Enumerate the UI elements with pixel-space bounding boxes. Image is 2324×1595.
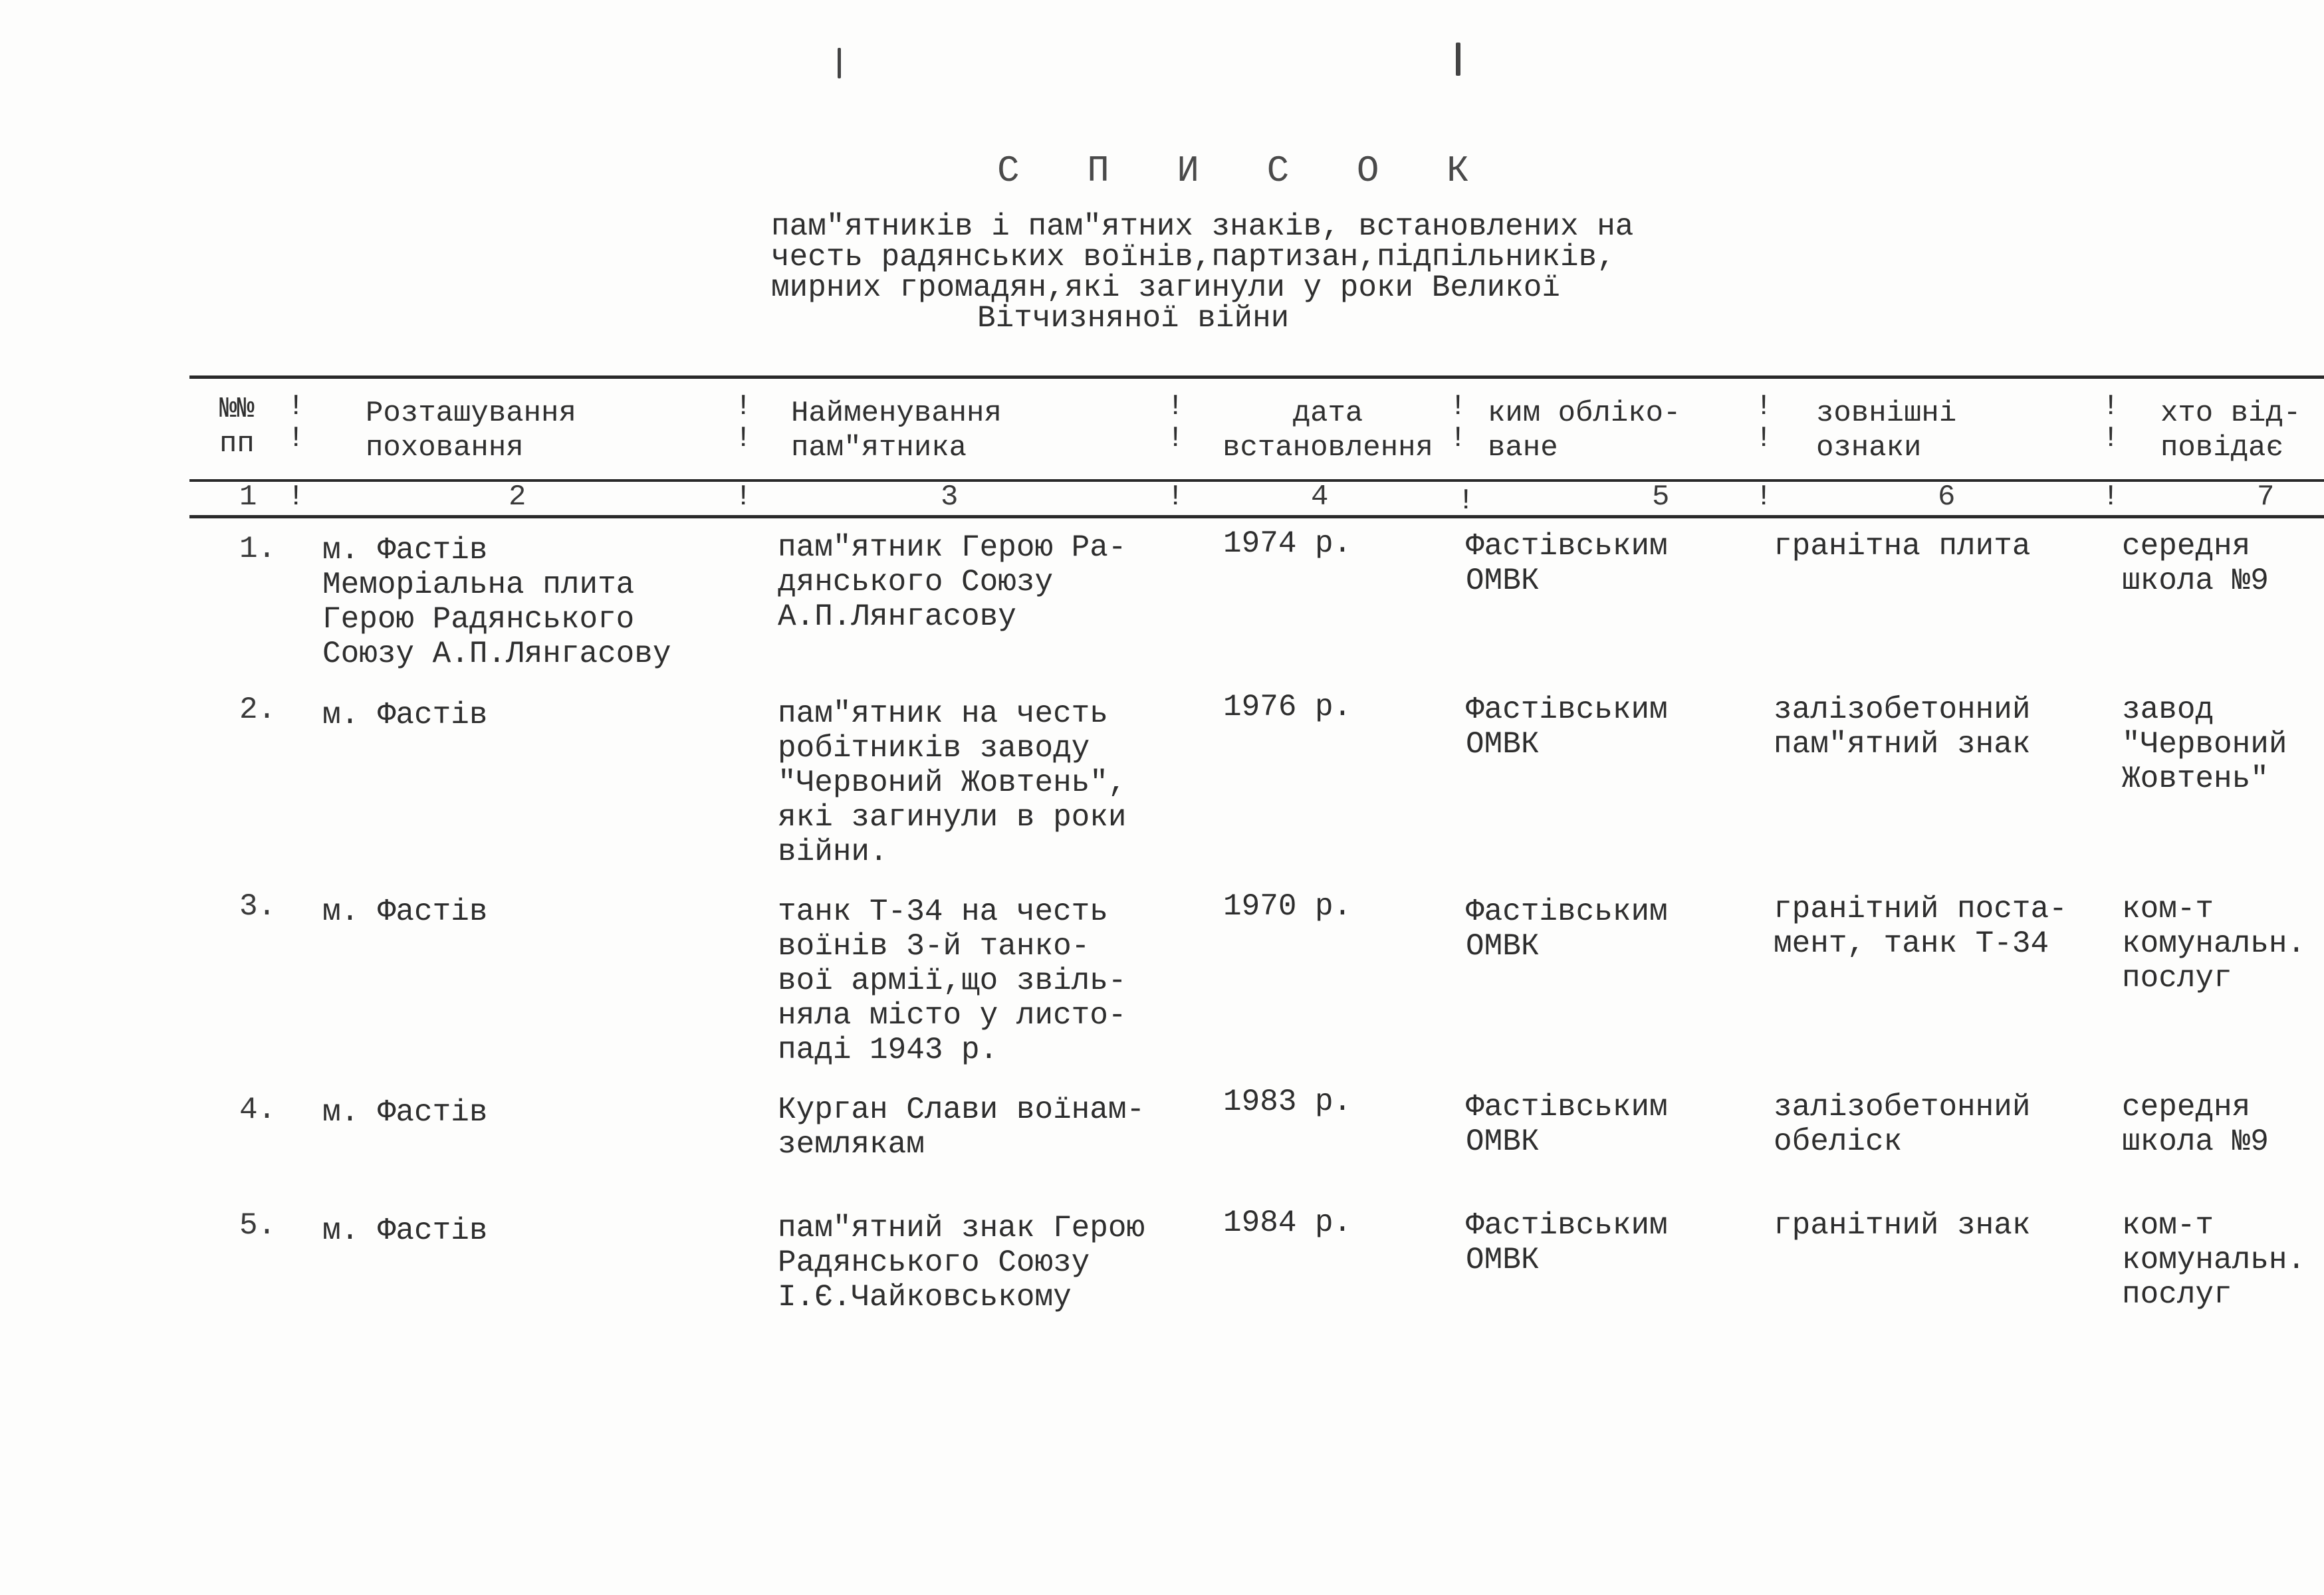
header-col-date-line1: дата [1292,397,1363,430]
subtitle-line: мирних громадян,які загинули у роки Великої [771,270,1560,305]
paper-mark-left [838,48,841,78]
row-date: 1983 р. [1223,1085,1352,1119]
header-separator: ! [1167,422,1185,455]
row-registered-by: Фастівським ОМВК [1466,895,1668,964]
row-responsible: середня школа №9 [2122,529,2269,598]
row-features: гранітний знак [1774,1208,2031,1243]
row-registered-by: Фастівським ОМВК [1466,692,1668,762]
header-separator: ! [1167,480,1185,514]
row-responsible: середня школа №9 [2122,1090,2269,1159]
header-separator: ! [287,390,305,423]
row-number: 1. [239,532,277,566]
row-monument-name: пам"ятник на честь робітників заводу "Червоний Жовтень", які загинули в роки війни. [778,696,1127,869]
column-number: 3 [941,480,959,514]
row-date: 1976 р. [1223,690,1352,724]
header-col-number-line2: пп [219,427,255,461]
row-registered-by: Фастівським ОМВК [1466,529,1668,598]
header-col-features-line2: ознаки [1816,431,1922,465]
header-separator: ! [2102,480,2120,514]
header-col-responsible-line1: хто від- [2160,397,2301,430]
header-col-name-line2: пам"ятника [791,431,967,465]
header-col-location [366,396,576,465]
header-separator: ! [1449,390,1467,423]
header-separator: ! [1449,422,1467,455]
row-location: м. Фастів [322,895,488,929]
subtitle-line: пам"ятників і пам"ятних знаків, встановлених на [771,209,1634,244]
row-date: 1984 р. [1223,1206,1352,1240]
row-location: м. Фастів [322,1095,488,1130]
header-col-registered-line1: ким обліко- [1488,397,1681,430]
header-separator: ! [1755,422,1773,455]
header-col-date-line2: встановлення [1222,431,1433,465]
row-location: м. Фастів Меморіальна плита Герою Радянського Союзу А.П.Лянгасову [322,533,671,671]
column-number: 6 [1938,480,1956,514]
header-col-date [1207,396,1449,465]
table-top-rule [189,375,2324,379]
row-date: 1970 р. [1223,889,1352,924]
header-col-responsible-line2: повідає [2160,431,2283,465]
header-col-registered-line2: ване [1488,431,1558,465]
header-col-name [791,396,1002,465]
row-location: м. Фастів [322,698,488,732]
header-separator: ! [735,390,753,423]
row-location: м. Фастів [322,1214,488,1248]
header-col-location-line2: поховання [366,431,524,465]
row-features: залізобетонний пам"ятний знак [1774,692,2031,762]
header-col-registered [1488,396,1681,465]
document-subtitle [771,211,1768,334]
header-separator: ! [1457,484,1475,518]
header-col-features-line1: зовнішні [1816,397,1957,430]
header-separator: ! [287,422,305,455]
header-col-number [219,392,255,461]
header-col-features [1816,396,1956,465]
header-separator: ! [287,480,305,514]
row-responsible: ком-т комунальн. послуг [2122,1208,2306,1312]
header-col-number-line1: №№ [219,393,255,426]
header-separator: ! [1167,390,1185,423]
row-responsible: завод "Червоний Жовтень" [2122,692,2287,796]
row-number: 4. [239,1093,277,1127]
row-monument-name: пам"ятний знак Герою Радянського Союзу І.Є.Чайковському [778,1211,1145,1315]
row-number: 3. [239,889,277,924]
header-col-responsible [2160,396,2301,465]
column-number: 4 [1311,480,1329,514]
column-number: 5 [1652,480,1670,514]
row-registered-by: Фастівським ОМВК [1466,1090,1668,1159]
header-col-location-line1: Розташування [366,397,576,430]
column-number: 2 [509,480,526,514]
row-monument-name: Курган Слави воїнам- землякам [778,1093,1145,1162]
row-monument-name: пам"ятник Герою Ра- дянського Союзу А.П.Лянгасову [778,530,1127,634]
row-registered-by: Фастівським ОМВК [1466,1208,1668,1277]
column-number: 7 [2257,480,2275,514]
header-col-name-line1: Найменування [791,397,1002,430]
header-separator: ! [2102,390,2120,423]
document-title: С П И С О К [997,150,1492,192]
header-separator: ! [735,422,753,455]
paper-mark-right [1456,43,1460,76]
row-features: залізобетонний обеліск [1774,1090,2031,1159]
header-separator: ! [1755,390,1773,423]
row-monument-name: танк Т-34 на честь воїнів 3-й танко- вої армії,що звіль- няла місто у листо- паді 1943 р. [778,895,1127,1067]
row-date: 1974 р. [1223,526,1352,561]
row-responsible: ком-т комунальн. послуг [2122,892,2306,996]
header-separator: ! [735,480,753,514]
row-number: 2. [239,692,277,727]
column-number: 1 [239,480,257,514]
row-features: гранітна плита [1774,529,2031,564]
header-separator: ! [2102,422,2120,455]
subtitle-line: Вітчизняної війни [977,301,1290,336]
header-separator: ! [1755,480,1773,514]
subtitle-line: честь радянських воїнів,партизан,підпільників, [771,240,1615,274]
row-features: гранітний поста- мент, танк Т-34 [1774,892,2067,961]
row-number: 5. [239,1208,277,1243]
